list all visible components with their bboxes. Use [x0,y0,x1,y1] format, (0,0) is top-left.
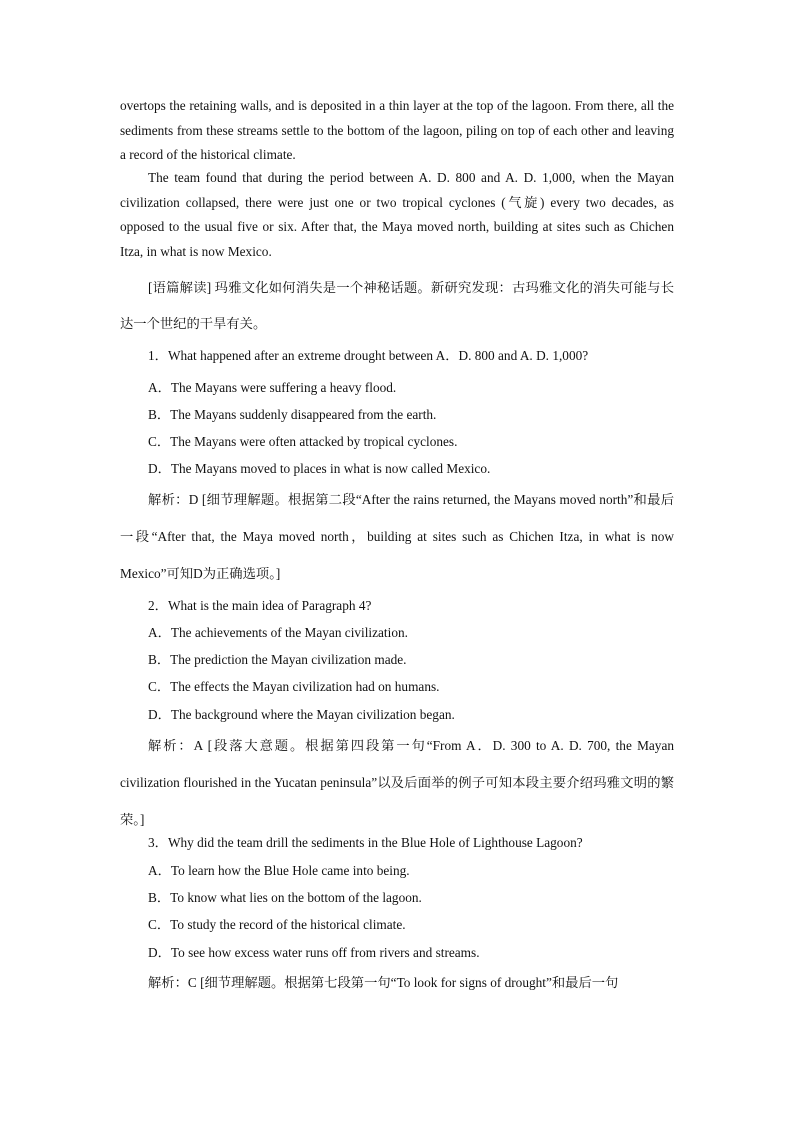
question-option: D．The background where the Mayan civilization began. [148,707,455,722]
question-stem: 2．What is the main idea of Paragraph 4? [148,598,372,613]
question-option: A．To learn how the Blue Hole came into being. [148,863,410,878]
question-option: D．The Mayans moved to places in what is now called Mexico. [148,461,491,476]
question-option: A．The Mayans were suffering a heavy flood. [148,380,397,395]
reading-note: [语篇解读] 玛雅文化如何消失是一个神秘话题。新研究发现：古玛雅文化的消失可能与长达一个世纪的干旱有关。 [120,280,674,331]
question-option: D．To see how excess water runs off from rivers and streams. [148,945,480,960]
question-option: B．The prediction the Mayan civilization made. [148,652,407,667]
question-option: C．The Mayans were often attacked by tropical cyclones. [148,434,458,449]
passage-paragraph: The team found that during the period between A. D. 800 and A. D. 1,000, when the Mayan civilization collapsed, there were just one or two tropical cyclones (气旋) every two decades, as opposed to the usual five or six. After that, the Maya moved north, building at sites such as Chichen Itza, in what is now Mexico. [120,170,674,259]
question-option: B．The Mayans suddenly disappeared from the earth. [148,407,437,422]
question-stem: 1．What happened after an extreme drought between A．D. 800 and A. D. 1,000? [148,348,589,363]
answer-analysis: 解析：C [细节理解题。根据第七段第一句“To look for signs of drought”和最后一句 [148,975,619,990]
answer-analysis: 解析：D [细节理解题。根据第二段“After the rains returned, the Mayans moved north”和最后一段“After that, the Maya moved north，building at sites such as Chichen Itza, in what is now Mexico”可知D为正确选项。] [120,492,674,581]
passage-paragraph: overtops the retaining walls, and is deposited in a thin layer at the top of the lagoon. From there, all the sediments from these streams settle to the bottom of the lagoon, piling on top of each other and leaving a record of the historical climate. [120,98,674,162]
question-option: C．The effects the Mayan civilization had on humans. [148,679,440,694]
question-stem: 3．Why did the team drill the sediments in the Blue Hole of Lighthouse Lagoon? [148,835,583,850]
answer-analysis: 解析：A [段落大意题。根据第四段第一句“From A．D. 300 to A. D. 700, the Mayan civilization flourished in the Yucatan peninsula”以及后面举的例子可知本段主要介绍玛雅文明的繁荣。] [120,738,674,827]
question-option: A．The achievements of the Mayan civilization. [148,625,408,640]
question-option: B．To know what lies on the bottom of the lagoon. [148,890,422,905]
question-option: C．To study the record of the historical climate. [148,917,406,932]
